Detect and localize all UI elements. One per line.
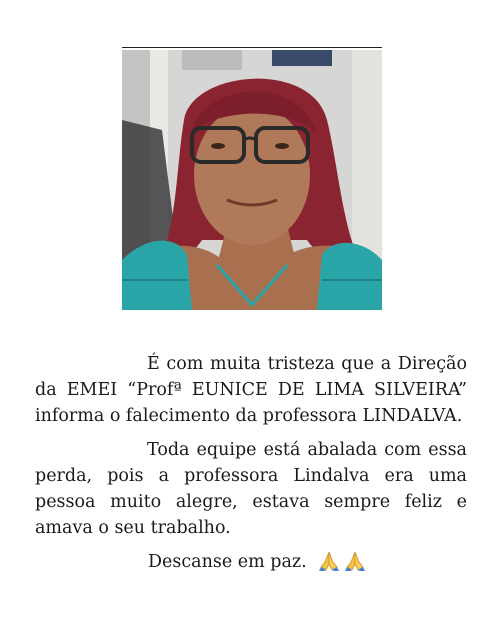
- portrait-photo: [122, 50, 382, 310]
- folded-hands-group: [314, 550, 366, 580]
- closing-line: [148, 549, 366, 580]
- top-divider: [122, 47, 382, 48]
- announcement-paragraph: É com muita tristeza que a Direção da EMEI “Profª EUNICE DE LIMA SILVEIRA” informa o falecimento da professora LINDALVA.: [35, 354, 467, 426]
- folded-hands-icon: [318, 550, 340, 572]
- closing-text: Descanse em paz.: [148, 552, 307, 572]
- tribute-paragraph: Toda equipe está abalada com essa perda, pois a professora Lindalva era uma pessoa muito alegre, estava sempre feliz e amava o seu trabalho.: [35, 440, 467, 538]
- folded-hands-icon: [344, 550, 366, 572]
